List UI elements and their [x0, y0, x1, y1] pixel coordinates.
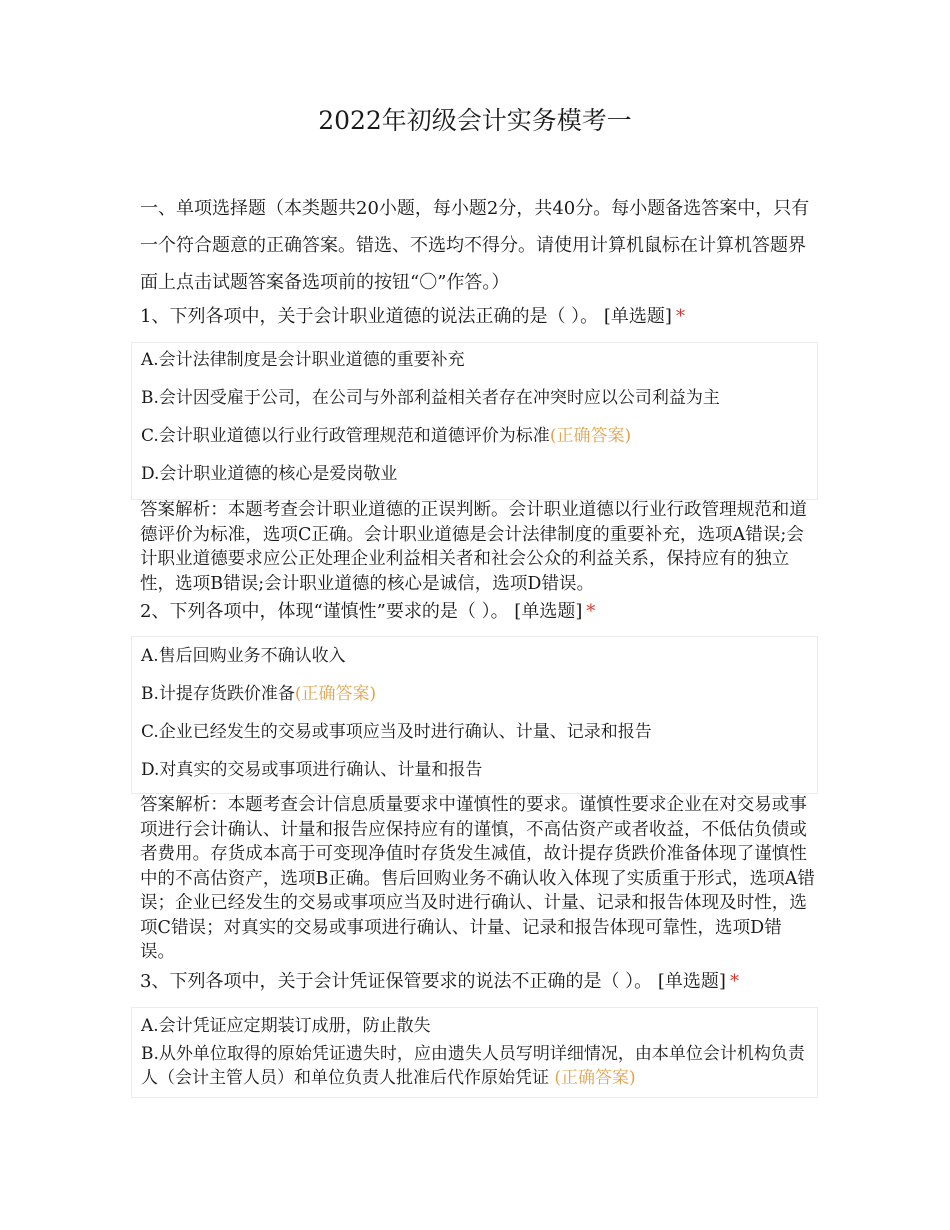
option-a[interactable]: A.会计凭证应定期装订成册，防止散失: [141, 1016, 431, 1036]
option-d[interactable]: D.会计职业道德的核心是爱岗敬业: [141, 464, 398, 484]
option-d[interactable]: D.对真实的交易或事项进行确认、计量和报告: [141, 760, 483, 780]
question-2-stem: 2、下列各项中，体现“谨慎性”要求的是（ ）。 [单选题] *: [140, 601, 596, 622]
question-3-stem: 3、下列各项中，关于会计凭证保管要求的说法不正确的是（ ）。 [单选题] *: [140, 971, 739, 992]
required-mark: *: [586, 601, 596, 622]
question-1-analysis: 答案解析：本题考查会计职业道德的正误判断。会计职业道德以行业行政管理规范和道德评价为标准，选项C正确。会计职业道德是会计法律制度的重要补充，选项A错误;会计职业道德要求应公正处理企业利益相关者和社会公众的利益关系，保持应有的独立性，选项B错误;会计职业道德的核心是诚信，选项D错误。: [140, 500, 807, 594]
correct-answer-tag: (正确答案): [294, 684, 377, 704]
option-b[interactable]: B.计提存货跌价准备(正确答案): [141, 684, 377, 704]
option-b[interactable]: B.会计因受雇于公司，在公司与外部利益相关者存在冲突时应以公司利益为主: [141, 388, 720, 408]
section-instructions: 一、单项选择题（本类题共20小题，每小题2分，共40分。每小题备选答案中，只有一个符合题意的正确答案。错选、不选均不得分。请使用计算机鼠标在计算机答题界面上点击试题答案备选项前的按钮“〇”作答。）: [140, 198, 810, 293]
option-a[interactable]: A.会计法律制度是会计职业道德的重要补充: [141, 350, 465, 370]
question-1-stem: 1、下列各项中，关于会计职业道德的说法正确的是（ ）。 [单选题] *: [140, 306, 685, 327]
question-3-options: [131, 1007, 818, 1098]
question-1-options: [131, 342, 818, 500]
question-2-analysis: 答案解析：本题考查会计信息质量要求中谨慎性的要求。谨慎性要求企业在对交易或事项进行会计确认、计量和报告应保持应有的谨慎，不高估资产或者收益，不低估负债或者费用。存货成本高于可变现净值时存货发生减值，故计提存货跌价准备体现了谨慎性中的不高估资产，选项B正确。售后回购业务不确认收入体现了实质重于形式，选项A错误；企业已经发生的交易或事项应当及时进行确认、计量、记录和报告体现及时性，选项C错误；对真实的交易或事项进行确认、计量、记录和报告体现可靠性，选项D错误。: [140, 795, 815, 962]
question-2-options: [131, 636, 818, 794]
required-mark: *: [675, 306, 685, 327]
option-c[interactable]: C.会计职业道德以行业行政管理规范和道德评价为标准(正确答案): [141, 426, 632, 446]
option-b[interactable]: B.从外单位取得的原始凭证遗失时，应由遗失人员写明详细情况，由本单位会计机构负责人（会计主管人员）和单位负责人批准后代作原始凭证 (正确答案): [141, 1044, 805, 1088]
option-a[interactable]: A.售后回购业务不确认收入: [141, 646, 346, 666]
correct-answer-tag: (正确答案): [549, 426, 632, 446]
correct-answer-tag: (正确答案): [554, 1068, 636, 1088]
option-c[interactable]: C.企业已经发生的交易或事项应当及时进行确认、计量、记录和报告: [141, 722, 652, 742]
page-title: 2022年初级会计实务模考一: [318, 106, 632, 135]
required-mark: *: [729, 971, 739, 992]
